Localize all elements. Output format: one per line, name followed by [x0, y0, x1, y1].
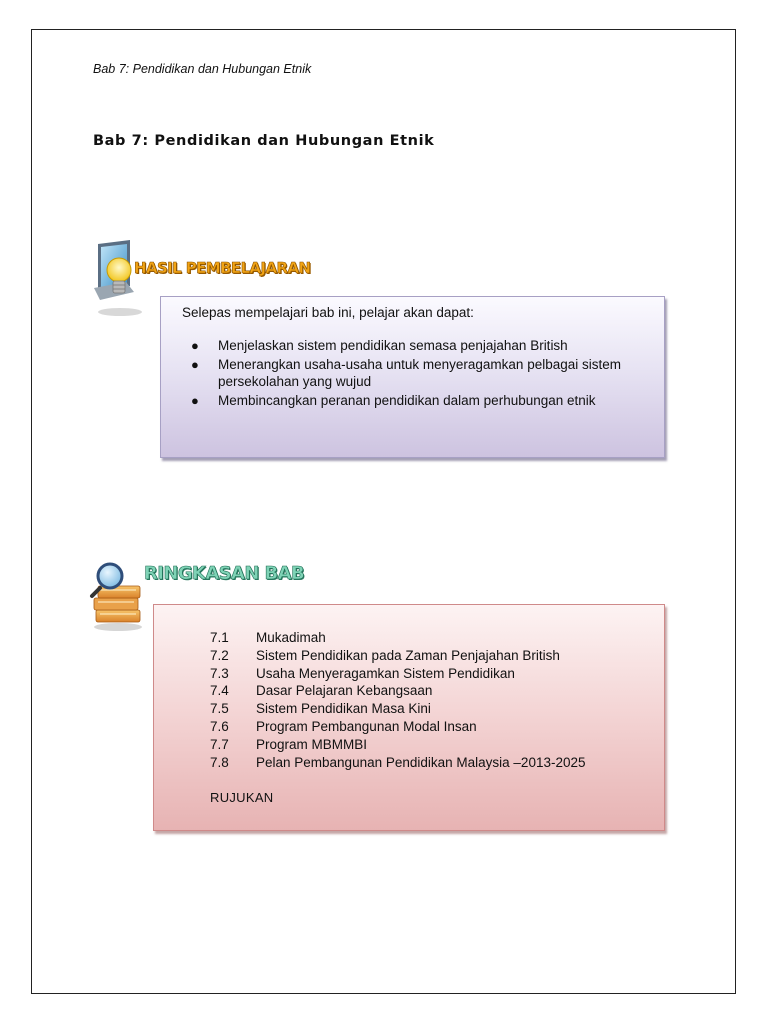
section-number: 7.7 — [210, 736, 229, 752]
list-item — [210, 700, 586, 718]
references-label: RUJUKAN — [210, 790, 274, 805]
section-number: 7.3 — [210, 665, 229, 681]
list-item — [191, 392, 641, 410]
chapter-summary-box — [153, 604, 665, 831]
list-item — [210, 647, 586, 665]
books-magnifier-icon — [86, 560, 150, 632]
learning-outcomes-banner: HASIL PEMBELAJARAN — [134, 259, 311, 277]
list-item — [191, 337, 641, 355]
section-title: Dasar Pelajaran Kebangsaan — [256, 683, 433, 699]
section-number: 7.2 — [210, 647, 229, 663]
list-item — [210, 682, 586, 700]
bullet-icon: ● — [191, 392, 199, 408]
objective-text: Menerangkan usaha-usaha untuk menyeragamkan pelbagai sistem persekolahan yang wujud — [218, 356, 621, 389]
chapter-title: Bab 7: Pendidikan dan Hubungan Etnik — [93, 133, 435, 149]
chapter-summary-banner: RINGKASAN BAB — [144, 563, 305, 584]
objective-text: Membincangkan peranan pendidikan dalam perhubungan etnik — [218, 392, 596, 408]
section-title: Program MBMMBI — [256, 736, 368, 752]
list-item — [210, 754, 586, 772]
section-number: 7.5 — [210, 701, 229, 717]
learning-outcomes-box — [160, 296, 665, 458]
section-number: 7.8 — [210, 754, 229, 770]
section-number: 7.4 — [210, 683, 229, 699]
list-item — [210, 718, 586, 736]
list-item — [210, 736, 586, 754]
objective-text: Menjelaskan sistem pendidikan semasa penjajahan British — [218, 338, 568, 353]
section-title: Pelan Pembangunan Pendidikan Malaysia –2013-2025 — [256, 754, 586, 770]
section-title: Mukadimah — [256, 630, 326, 645]
section-title: Usaha Menyeragamkan Sistem Pendidikan — [256, 665, 515, 681]
section-title: Sistem Pendidikan Masa Kini — [256, 701, 431, 717]
section-title: Sistem Pendidikan pada Zaman Penjajahan British — [256, 647, 560, 663]
chapter-summary-list — [210, 629, 586, 771]
bullet-icon: ● — [191, 338, 199, 353]
page-frame — [31, 29, 736, 994]
learning-outcomes-list — [191, 337, 641, 410]
list-item — [210, 665, 586, 683]
list-item — [191, 356, 641, 391]
section-title: Program Pembangunan Modal Insan — [256, 718, 477, 734]
section-number: 7.1 — [210, 630, 229, 645]
section-number: 7.6 — [210, 718, 229, 734]
list-item — [210, 629, 586, 647]
learning-outcomes-intro: Selepas mempelajari bab ini, pelajar akan dapat: — [182, 305, 474, 320]
running-header: Bab 7: Pendidikan dan Hubungan Etnik — [93, 62, 312, 76]
bullet-icon: ● — [191, 356, 199, 372]
lightbulb-monitor-icon — [90, 238, 148, 318]
